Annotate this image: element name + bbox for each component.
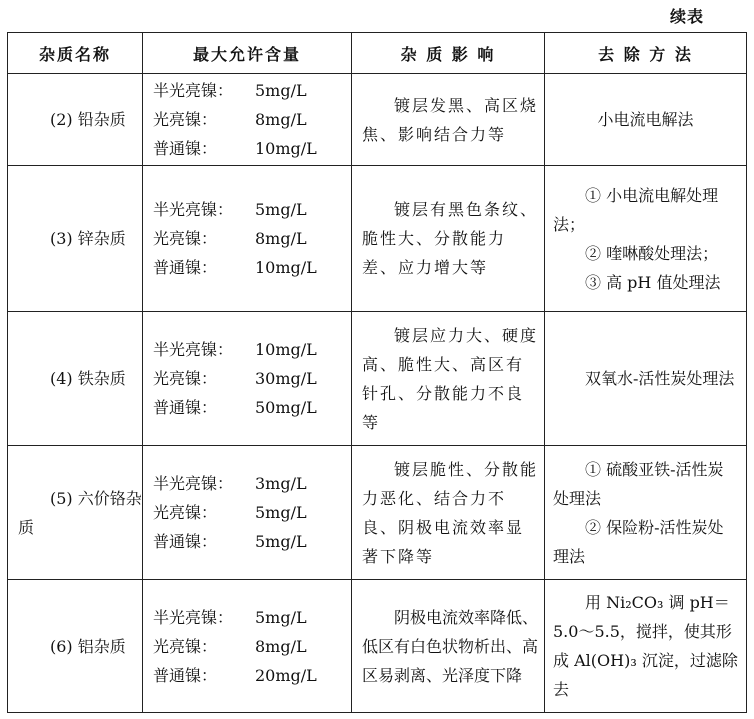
table-row [8, 74, 747, 166]
impurity-name: (3) 锌杂质 [50, 229, 126, 248]
limit-value: 5mg/L [255, 503, 307, 522]
limit-value: 5mg/L [255, 532, 307, 551]
removal-method: 用 Ni₂CO₃ 调 pH＝5.0～5.5，搅拌，使其形成 Al(OH)₃ 沉淀，过滤除去 [553, 593, 738, 699]
limit-value: 5mg/L [255, 607, 307, 627]
limit-type: 普通镍： [153, 665, 218, 685]
limit-value: 3mg/L [255, 474, 307, 493]
limit-type: 普通镍： [153, 398, 218, 417]
removal-method: 小电流电解法 [597, 110, 694, 129]
impurity-name: (4) 铁杂质 [50, 369, 126, 388]
removal-method: ① 小电流电解处理法； [553, 185, 719, 234]
limit-value: 5mg/L [255, 81, 307, 100]
limit-value: 8mg/L [255, 110, 307, 129]
limit-value: 8mg/L [255, 636, 307, 656]
limit-value: 5mg/L [255, 200, 307, 219]
header-removal-method: 去 除 方 法 [545, 33, 747, 74]
table-row [8, 446, 747, 580]
removal-method: ① 硫酸亚铁-活性炭处理法 [553, 459, 724, 508]
limit-type: 半光亮镍： [153, 340, 234, 359]
limit-value: 30mg/L [255, 369, 317, 388]
impurity-effect: 镀层应力大、硬度高、脆性大、高区有针孔、分散能力不良等 [362, 325, 539, 432]
header-impurity-effect: 杂 质 影 响 [352, 33, 545, 74]
limit-type: 普通镍： [153, 258, 218, 277]
impurity-table [7, 32, 747, 713]
removal-method: ③ 高 pH 值处理法 [585, 272, 721, 292]
limit-value: 8mg/L [255, 229, 307, 248]
table-row [8, 166, 747, 312]
limit-value: 10mg/L [255, 340, 317, 359]
limit-type: 光亮镍： [153, 636, 218, 656]
table-row [8, 312, 747, 446]
table-continued-caption: 续表 [669, 7, 704, 26]
removal-method: ② 喹啉酸处理法； [585, 243, 719, 263]
limit-type: 半光亮镍： [153, 81, 234, 100]
limit-type: 光亮镍： [153, 369, 218, 388]
table-row [8, 580, 747, 713]
limit-type: 半光亮镍： [153, 607, 234, 627]
impurity-name: (6) 铝杂质 [50, 636, 126, 656]
limit-type: 光亮镍： [153, 229, 218, 248]
table-header-row [8, 33, 747, 74]
impurity-effect: 镀层发黑、高区烧焦、影响结合力等 [362, 95, 539, 144]
limit-value: 10mg/L [255, 139, 317, 158]
impurity-effect: 阴极电流效率降低、低区有白色状物析出、高区易剥离、光泽度下降 [362, 607, 539, 685]
limit-type: 半光亮镍： [153, 200, 234, 219]
limit-value: 20mg/L [255, 665, 317, 685]
limit-value: 50mg/L [255, 398, 317, 417]
limit-type: 光亮镍： [153, 110, 218, 129]
limit-type: 光亮镍： [153, 503, 218, 522]
impurity-name: (2) 铅杂质 [50, 110, 126, 129]
header-impurity-name: 杂质名称 [8, 33, 143, 74]
limit-type: 普通镍： [153, 139, 218, 158]
header-max-content: 最大允许含量 [143, 33, 352, 74]
impurity-effect: 镀层有黑色条纹、脆性大、分散能力差、应力增大等 [362, 200, 539, 277]
impurity-name: (5) 六价铬杂质 [18, 488, 142, 537]
limit-value: 10mg/L [255, 258, 317, 277]
limit-type: 半光亮镍： [153, 474, 234, 493]
impurity-effect: 镀层脆性、分散能力恶化、结合力不良、阴极电流效率显著下降等 [362, 459, 539, 566]
limit-type: 普通镍： [153, 532, 218, 551]
removal-method: ② 保险粉-活性炭处理法 [553, 517, 724, 566]
removal-method: 双氧水-活性炭处理法 [585, 369, 735, 388]
